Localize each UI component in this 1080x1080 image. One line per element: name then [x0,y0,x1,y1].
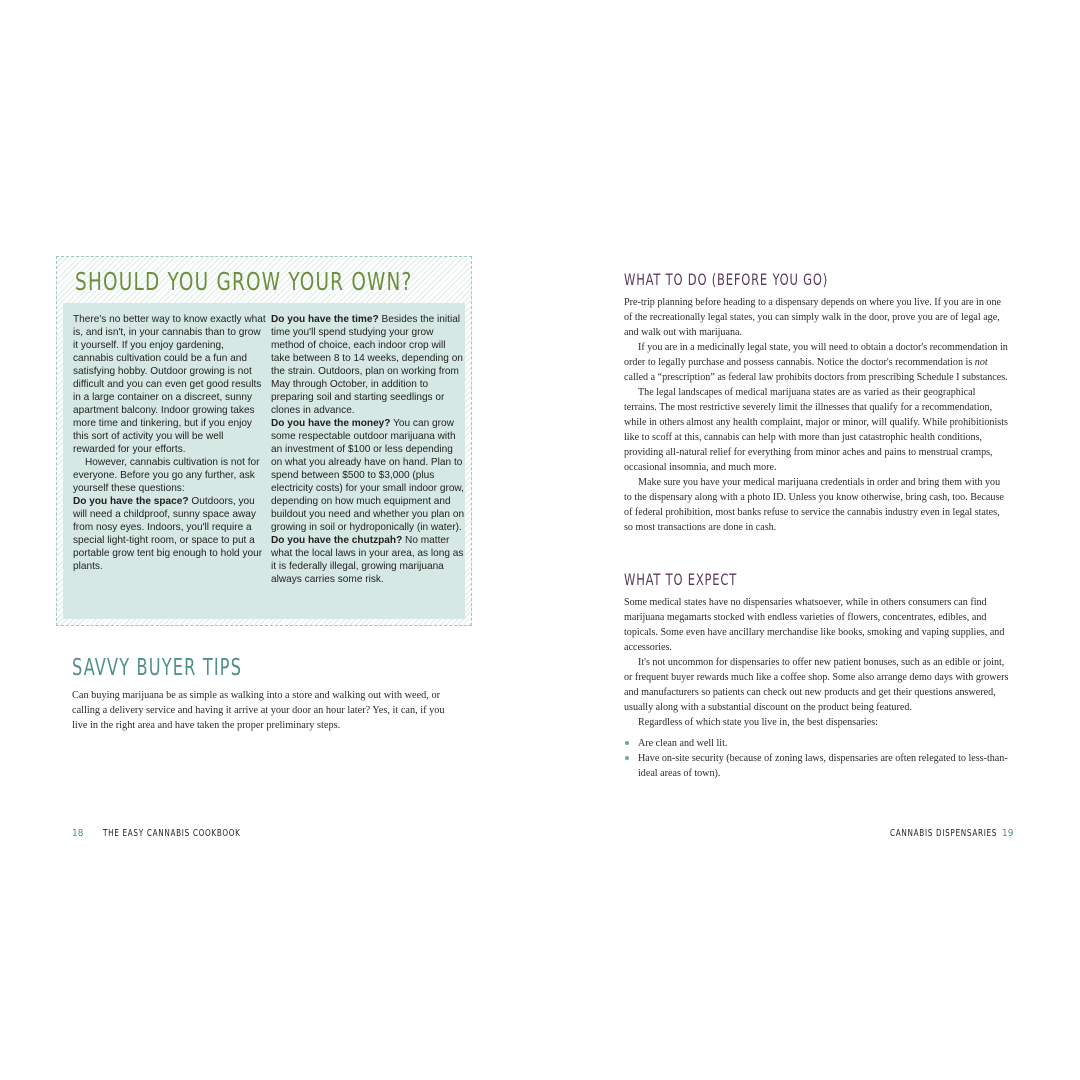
paragraph-text: Pre-trip planning before heading to a dispensary depends on where you live. If you are in one of the recreationally legal states, you can simply walk in the door, prove you are of legal age, and walk out with marijuana. [624,297,1001,338]
what-to-do-heading: WHAT TO DO (BEFORE YOU GO) [624,270,829,289]
sidebar-content [63,303,465,619]
what-to-do-body [624,295,1010,535]
paragraph [624,340,1010,385]
savvy-buyer-tips-body [72,688,452,733]
question-label: Do you have the time? [271,314,379,325]
question-label: Do you have the money? [271,418,391,429]
what-to-expect-heading: WHAT TO EXPECT [624,570,738,589]
bullet-item: Have on-site security (because of zoning laws, dispensaries are often relegated to less-than-ideal areas of town). [624,751,1010,781]
paragraph [624,295,1010,340]
sidebar-paragraph [73,495,267,573]
bullet-list [624,736,1010,781]
bullet-item: Are clean and well lit. [624,736,1010,751]
what-to-expect-body [624,595,1010,781]
sidebar-paragraph [73,456,267,495]
question-label: Do you have the chutzpah? [271,535,403,546]
sidebar-title: SHOULD YOU GROW YOUR OWN? [75,267,413,296]
sidebar-paragraph [271,417,465,534]
sidebar-box [56,256,472,626]
paragraph-text: If you are in a medicinally legal state, you will need to obtain a doctor's recommendation in order to legally purchase and possess cannabis. Notice the doctor's recommendation is [624,342,1008,368]
page-number-right: 19 [1002,828,1014,839]
paragraph-text: Make sure you have your medical marijuana credentials in order and bring them with you to the dispensary along with a photo ID. Unless you know otherwise, bring cash, too. Because of federal prohibition, most banks refuse to service the cannabis industry even in legal states, so most transactions are done in cash. [624,477,1004,533]
paragraph: It's not uncommon for dispensaries to offer new patient bonuses, such as an edible or joint, or frequent buyer rewards much like a coffee shop. Some also arrange demo days with growers and manufacturers so patients can check out new products and get their questions answered, usually along with a substantial discount on the product being featured. [624,657,1009,713]
paragraph-text: The legal landscapes of medical marijuana states are as varied as their geographical terrains. The most restrictive severely limit the illnesses that qualify for a recommendation, while in others almost any health complaint, major or minor, will qualify. While prohibitionists like to scoff at this, cannabis can help with more than just catastrophic health conditions, providing all-natural relief for everything from minor aches and pains to menstrual cramps, occasional insomnia, and much more. [624,387,1008,473]
question-label: Do you have the space? [73,496,189,507]
emphasis-text: not [974,357,988,368]
savvy-buyer-tips-heading: SAVVY BUYER TIPS [72,655,243,681]
sidebar-paragraph [271,534,465,586]
sidebar-column-right [271,313,465,586]
paragraph [624,475,1010,535]
paragraph-text: Outdoors, you will need a childproof, sunny space away from nosy eyes. Indoors, you'll require a special light-tight room, or space to put a portable grow tent big enough to hold your plants. [73,496,263,572]
running-footer-section-title: CANNABIS DISPENSARIES [890,828,998,839]
paragraph: Can buying marijuana be as simple as walking into a store and walking out with weed, or calling a delivery service and having it arrive at your door an hour later? Yes, it can, if you live in the right area and have taken the proper preliminary steps. [72,690,445,731]
right-page [540,0,1080,1080]
paragraph [624,385,1010,475]
paragraph: Some medical states have no dispensaries whatsoever, while in others consumers can find marijuana megamarts stocked with endless varieties of flowers, concentrates, edibles, and topicals. Some even have ancillary merchandise like books, smoking and vaping supplies, and accessories. [624,597,1005,653]
paragraph-text: Besides the initial time you'll spend studying your grow method of choice, each indoor crop will take between 8 to 14 weeks, depending on the strain. Outdoors, plan on working from May through October, in addition to preparing soil and starting seedlings or clones in advance. [271,314,463,416]
sidebar-column-left [73,313,267,573]
paragraph: Regardless of which state you live in, the best dispensaries: [638,717,878,728]
sidebar-paragraph [73,313,267,456]
paragraph-text: No matter what the local laws in your area, as long as it is federally illegal, growing marijuana always carries some risk. [271,535,464,585]
paragraph-text: You can grow some respectable outdoor marijuana with an investment of $100 or less depending on what you already have on hand. Plan to spend between $500 to $3,000 (plus electricity costs) for your small indoor grow, depending on how much equipment and buildout you need and whether you plan on growing in soil or hydroponically (in water). [271,418,465,533]
running-footer-book-title: THE EASY CANNABIS COOKBOOK [103,828,241,839]
page-number-left: 18 [72,828,84,839]
paragraph-text: There's no better way to know exactly what is, and isn't, in your cannabis than to grow it yourself. If you enjoy gardening, cannabis cultivation could be a fun and satisfying hobby. Outdoor growing is not difficult and you can even get good results in a large container on a discreet, sunny apartment balcony. Indoor growing takes more time and tinkering, but if you enjoy this sort of activity you will be well rewarded for your efforts. [73,314,266,455]
paragraph-text: called a “prescription” as federal law prohibits doctors from prescribing Schedule I substances. [624,372,1008,383]
paragraph-text: However, cannabis cultivation is not for everyone. Before you go any further, ask yourself these questions: [73,457,260,494]
sidebar-paragraph [271,313,465,417]
